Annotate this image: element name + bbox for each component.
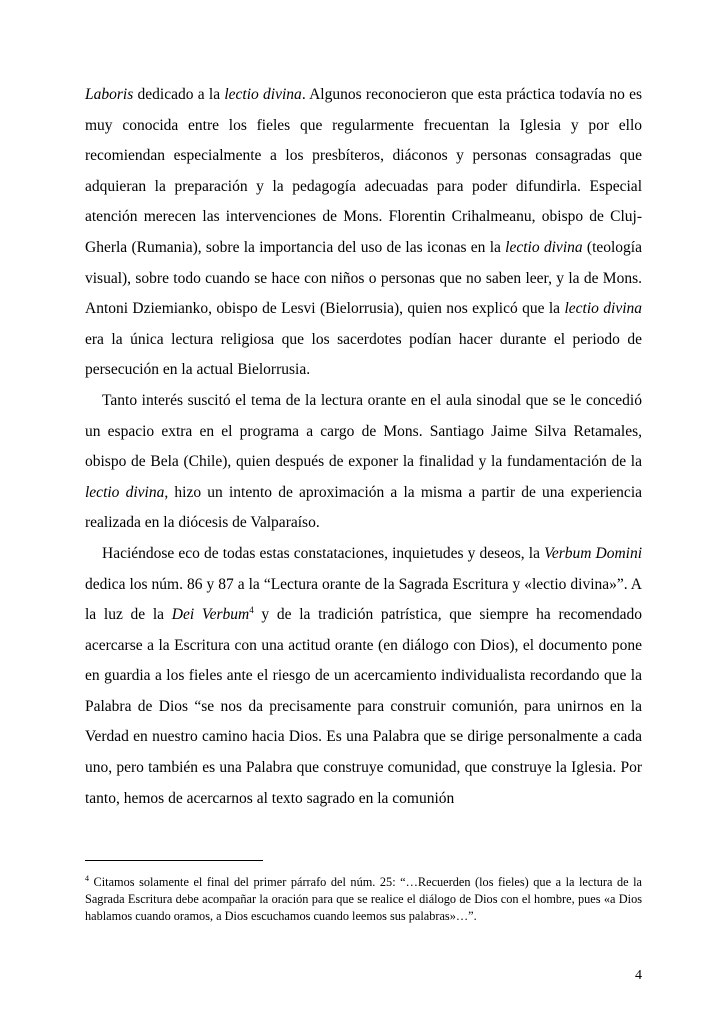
text-run: dedica los núm. 86 y 87 a la “Lectura orante de la Sagrada Escritura y «lectio divina»”. A la luz de la [85, 575, 642, 624]
text-run: y de la tradición patrística, que siempre ha recomendado acercarse a la Escritura con una actitud orante (en diálogo con Dios), el documento pone en guardia a los fieles ante el riesgo de un acercamiento individualista recordando que la Palabra de Dios “se nos da precisamente para construir comunión, para unirnos en la Verdad en nuestro camino hacia Dios. Es una Palabra que se dirige personalmente a cada uno, pero también es una Palabra que construye comunidad, que construye la Iglesia. Por tanto, hemos de acercarnos al texto sagrado en la comunión [85, 606, 642, 807]
footnote [85, 874, 642, 926]
text-run: era la única lectura religiosa que los sacerdotes podían hacer durante el periodo de persecución en la actual Bielorrusia. [85, 330, 642, 379]
text-run: dedicado a la [133, 86, 225, 103]
text-run: , hizo un intento de aproximación a la misma a partir de una experiencia realizada en la diócesis de Valparaíso. [85, 483, 643, 532]
body-text [85, 80, 642, 814]
footnote-text: Citamos solamente el final del primer párrafo del núm. 25: “…Recuerden (los fieles) que a la lectura de la Sagrada Escritura debe acompañar la oración para que se realice el diálogo de Dios con el hombre, pues «a Dios hablamos cuando oramos, a Dios escuchamos cuando leemos sus palabras»…”. [85, 875, 642, 924]
paragraph [85, 386, 642, 539]
page-number: 4 [635, 968, 642, 983]
text-run: Tanto interés suscitó el tema de la lectura orante en el aula sinodal que se le concedió un espacio extra en el programa a cargo de Mons. Santiago Jaime Silva Retamales, obispo de Bela (Chile), quien después de exponer la finalidad y la fundamentación de la [85, 391, 642, 471]
italic-text: lectio divina [224, 86, 302, 103]
italic-text: Laboris [85, 86, 134, 103]
footnote-reference: 4 [249, 605, 254, 616]
text-run: . Algunos reconocieron que esta práctica todavía no es muy conocida entre los fieles que regularmente frecuentan la Iglesia y por ello recomiendan especialmente a los presbíteros, diáconos y personas consagradas que adquieran la preparación y la pedagogía adecuadas para poder difundirla. Especial atención merecen las intervenciones de Mons. Florentin Crihalmeanu, obispo de Cluj-Gherla (Rumania), sobre la importancia del uso de las iconas en la [85, 86, 642, 256]
text-run: Haciéndose eco de todas estas constataciones, inquietudes y deseos, la [102, 544, 545, 562]
italic-text: Verbum Domini [544, 544, 643, 562]
italic-text: lectio divina [505, 238, 583, 256]
italic-text: lectio divina [85, 483, 165, 501]
text-run: (teología visual), sobre todo cuando se hace con niños o personas que no saben leer, y la de Mons. Antoni Dziemianko, obispo de Lesvi (Bielorrusia), quien nos explicó que la [85, 238, 642, 318]
footnote-separator [85, 860, 263, 861]
footnote-marker: 4 [85, 874, 89, 883]
italic-text: lectio divina [564, 300, 642, 318]
italic-text: Dei Verbum [171, 606, 250, 624]
paragraph [85, 80, 642, 386]
paragraph [85, 539, 642, 814]
